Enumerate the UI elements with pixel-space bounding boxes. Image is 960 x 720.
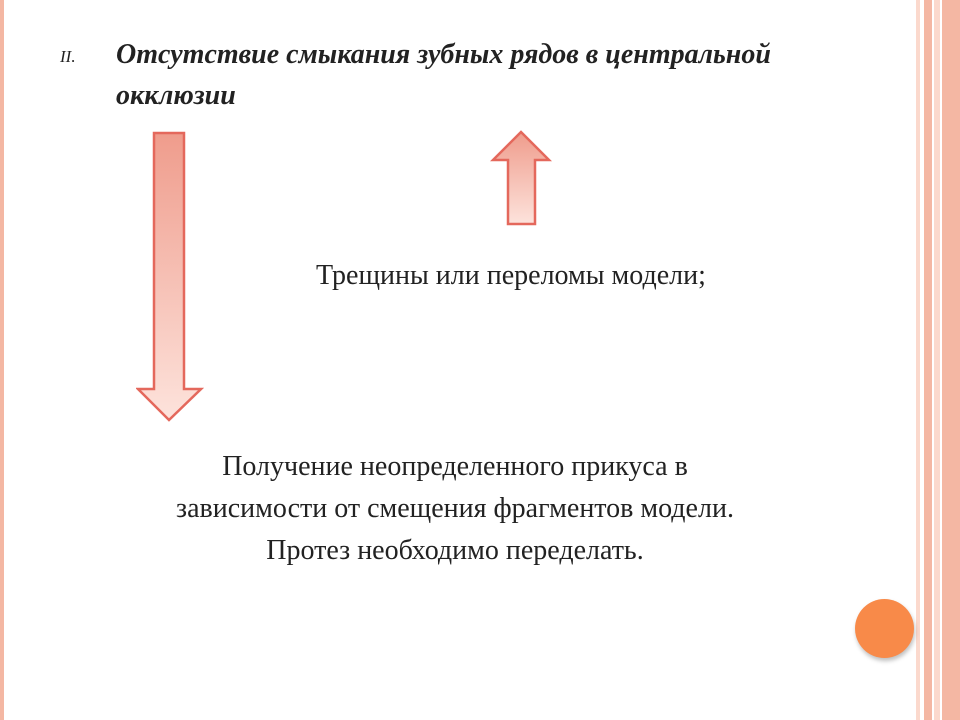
consequence-text xyxy=(60,446,850,572)
orange-circle xyxy=(855,599,914,658)
consequence-line-2: зависимости от смещения фрагментов модели. xyxy=(176,493,734,524)
up-arrow-icon xyxy=(490,130,552,226)
slide-title: Отсутствие смыкания зубных рядов в центральной окклюзии xyxy=(116,39,771,111)
heading-number: II. xyxy=(60,47,76,66)
consequence-line-3: Протез необходимо переделать. xyxy=(266,535,644,566)
slide-left-border xyxy=(0,0,4,720)
statement-text: Трещины или переломы модели; xyxy=(316,260,706,291)
decorative-side-stripes xyxy=(916,0,960,720)
consequence-line-1: Получение неопределенного прикуса в xyxy=(222,451,688,482)
down-arrow-icon xyxy=(136,131,204,423)
